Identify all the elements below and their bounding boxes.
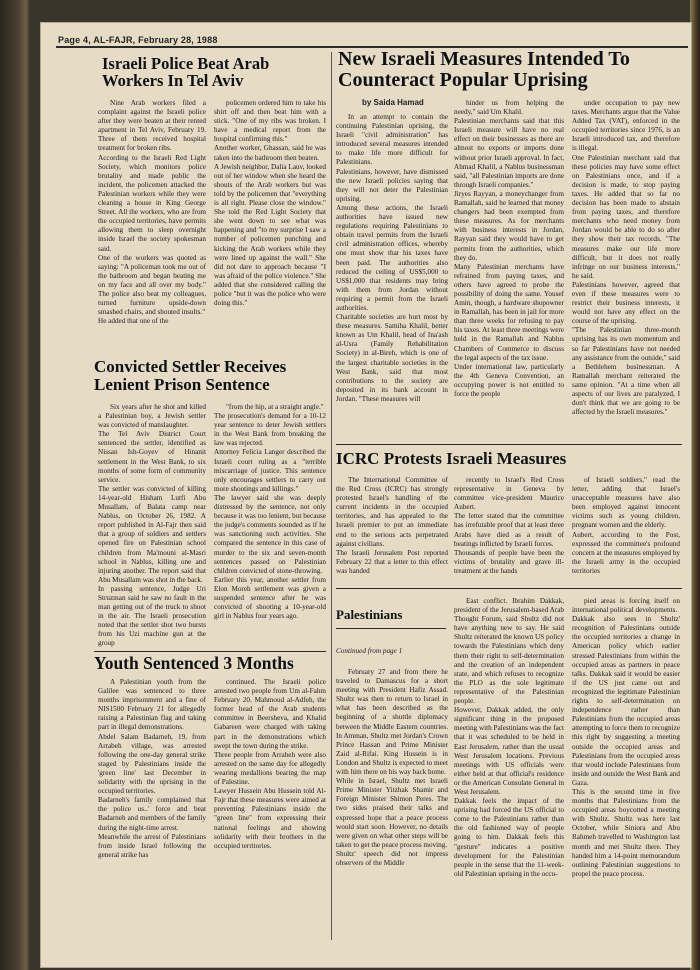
icrc-col-1: The International Committee of the Red Cross (ICRC) has strongly protested Israel's handling of the current incidents in the occupied territories, and has appealed to the Israeli premier to put an immediate end to the serious acts perpetrated against civilians. The Israeli Jerusalem Post reported February 22 that a letter to this effect was handed xyxy=(336,476,448,575)
column-divider-main xyxy=(331,52,332,940)
police-headline: Israeli Police Beat Arab Workers In Tel Aviv xyxy=(102,54,270,91)
palestinians-head-rule xyxy=(336,628,446,629)
palestinians-headline: Palestinians xyxy=(336,607,403,622)
icrc-top-rule xyxy=(336,444,682,445)
icrc-headline: ICRC Protests Israeli Measures xyxy=(336,449,567,468)
measures-col-2: hinder us from helping the needy," said Um Khalil. Palestinian merchants said that this Israeli measure will have no real effect on their businesses as there are almost no exports or imports done without prior Israeli approval. In fact, Ahmad Khalil, a Nablus businessman said, "all Palestinian imports are done through Israeli companies." Jiryes Rayyan, a moneychanger from Ramallah, said he learned that money changers had been exempted from these measures. As for merchants with business interests in Jordan, Rayyan said they would have to get permits from the authorities, which they do. Many Palestinian merchants have refrained from paying taxes, and others have agreed to probe the possibility of doing the same. Yousef Amin, though, a hardware shopowner in Ramallah, has been in jail for more than three weeks for refusing to pay his taxes. At least three meetings were held in the Ramallah and Nablus Chambers of Commerce to discuss the legal aspects of the tax issue. Under international law, particularly the 4th Geneva Convention, an occupying power is not entitled to force the people xyxy=(454,99,564,398)
page-folio: Page 4, AL-FAJR, February 28, 1988 xyxy=(58,35,218,45)
settler-col-2: "from the hip, at a straight angle." The prosecution's demand for a 10-12 year sentence to deter Jewish settlers in the West Bank from breaking the law was rejected. Attorney Felicia Langer described the Israeli court ruling as a "terrible miscarriage of justice. This sentence only encourages settlers to carry out more shootings and killings." The lawyer said she was deeply distressed by the sentence, not only because it was too lenient, but because the judge's comments sounded as if he was sanctioning such activities. She compared the sentence in this case of murder to the six and seven-month sentences passed on Palestinian children convicted of stone-throwing. Earlier this year, another settler from Elon Moreh settlement was given a suspended sentence after he was convicted of shooting a 10-year-old girl in Nablus four years ago. xyxy=(214,403,326,621)
police-col-1: Nine Arab workers filed a complaint against the Israeli police after they were beaten at their rented apartment in Tel Aviv, February 19. Three of them received hospital treatment for broken ribs. According to the Israeli Red Light Society, which monitors police brutality and made public the incident, the policemen attacked the Palestinian workers while they were cleaning a house in King George Street. All the workers, who are from the occupied territories, have permits allowing them to sleep overnight inside Israel the society spokesman said. One of the workers was quoted as saying: "A policeman took me out of the bathroom and began beating me on my face and all over my body." The police also beat my colleagues, turned furniture upside-down smashed chairs, and shouted insults." He added that one of the xyxy=(98,99,206,326)
palestinians-col-3: pied areas is forcing itself on international political developments. Dakkak also sees in Shultz' recognition of Palestinians outside the occupied territories a change in American policy which earlier stressed Palestinians from within the occupied areas as partners in peace talks. Dakkak said it would be easier if the US just came out and recognized the legitimate Palestinian rights to self-determination on independence rather than Palestinians from the occupied areas attempting to force them to recognize this right by suggesting a meeting outside the occupied areas and Palestinians from the occupied areas that would include Palestinians from inside and outside the West Bank and Gaza. This is the second time in five months that Palestinians from the occupied areas boycotted a meeting with Shultz. Shultz was here last October, while Siniora and Abu Rahmeh travelled to Washington last month and met Shultz there. They handed him a 14-point memorandum outlining Palestinian suggestions to propel the peace process. xyxy=(572,597,680,878)
police-col-2: policemen ordered him to take his shirt off and then beat him with a stick. "One of my ribs was broken. I have a medical report from the hospital confirming this." Another worker, Ghassan, said he was taken into the bathroom then beaten. A Jewish neighbor, Dalia Lauv, looked out of her window when she heard the shouts of the Arab workers but was told by the policemen that "everything is all right. Please close the window." She told the Red Light Society that she went down to see what was happening and "to my surprise I saw a number of policemen punching and kicking the Arab workers while they were lined up against the wall." She did not dare to approach because "I was afraid of the police violence." She added that she considered calling the police "but it was the police who were doing this." xyxy=(214,99,326,308)
youth-col-2: continued. The Israeli police arrested two people from Um al-Fahm February 20. Mahmoud al-Adfeh, the former head of the Arab students committee in Beersheva, and Khalid Gabareen were charged with taking part in the demonstrations which swept the town during the strike. Three people from Arrabeh were also arrested on the same day for allegedly wearing medallions bearing the map of Palestine. Lawyer Hussein Abu Hussein told Al-Fajr that these measures were aimed at preventing Palestinians inside the "green line" from expressing their national feelings and showing solidarity with their brothers in the occupied territories. xyxy=(214,678,326,850)
palestinians-col-1: February 27 and from there he traveled to Damascus for a short meeting with President Hafiz Assad. Shultz was then to return to Israel in what has been described as the beginning of a shuttle diplomacy between the Middle Eastern countries. In Amman, Shultz met Jordan's Crown Prince Hassan and Prime Minister Zaid al-Rifai. King Hussein is in London and Shultz is expected to meet with him there on his way back home. While in Israel, Shultz met Israeli Prime Minister Yitzhak Shamir and Foreign Minister Shimon Peres. The two sides praised their talks and expressed hope that a peace process would start soon. However, no details were given on what other steps will be taken to get the peace process moving. Shultz' speech did not impress observers of the Middle xyxy=(336,668,448,867)
icrc-col-2: recently to Israel's Red Cross representative in Geneva by committee vice-president Maurice Aubert. The letter stated that the committee has irrefutable proof that at least three Arabs have died as a result of beatings inflicted by Israeli forces. Thousands of people have been the victims of brutality and grave ill-treatment at the hands xyxy=(454,476,564,575)
continued-note: Continued from page 1 xyxy=(336,647,403,655)
settler-headline: Convicted Settler Receives Lenient Prison Sentence xyxy=(94,357,287,394)
youth-top-rule xyxy=(94,651,326,652)
palestinians-col-2: East conflict. Ibrahim Dakkak, president of the Jerusalem-based Arab Thought Forum, said Shultz did not have anything new to say. He said Shultz reiterated the known US policy towards the Palestinians which deny them their right to self-determination and the creation of an independent state, and which refuses to recognize the PLO as the sole legitimate representative of the Palestinian people. However, Dakkak added, the only significant thing in the proposed meeting with Palestinians was the fact that it was scheduled to be held in East Jerusalem, rather than the usual West Jerusalem locations. Previous meetings with US officials were either held at that official's residence or the American Consulate General in West Jerusalem. Dakkak feels the impact of the uprising had forced the US official to come to the Palestinians rather than the old fashioned way of people going to him. Dakkak feels this "gesture" indicates a positive development for the Palestinian people in the sense that the 11-week-old Palestinian uprising in the occu- xyxy=(454,597,564,878)
settler-col-1: Six years after he shot and killed a Palestinian boy, a Jewish settler was convicted of manslaughter. The Tel Aviv District Court sentenced the settler, identified as Nissan Ish-Goyev of Hinanit settlement in the West Bank, to six months of some form of community service. The settler was convicted of killing 14-year-old Hisham Lutfi Abu Musallam, of Balata camp near Nablus, on October 26, 1982. A report published in Al-Fajr then said that a group of soldiers and settlers opened fire on Palestinian school children from Ma'mouni al-Masri school in Nablus, killing one and injuring another. The report said that Abu Musallam was shot in the back. In passing sentence, Judge Uri Struzman said he saw no fault in the man getting out of the truck to shoot in the air. The Israeli prosecution noted that the settler shot two bursts from his Uzi machine gun at the group xyxy=(98,403,206,647)
palestinians-top-rule xyxy=(336,588,682,589)
youth-headline: Youth Sentenced 3 Months xyxy=(94,653,294,673)
measures-col-3: under occupation to pay new taxes. Merchants argue that the Value Added Tax (VAT), enforced in the occupied territories since 1976, is an Israeli introduced tax, and therefore is illegal. One Palestinian merchant said that these policies may have some effect on Palestinians once, and if a decision is made, to stop paying taxes. He added that so far no decision has been made to abstain from paying taxes, and therefore merchants who need money from Jordan would be able to do so after they show their tax records. "The measures make our life more difficult, but it does not really infringe on our business interests," he said. Palestinians however, agreed that even if these measures were to restrict their business interests, it would not have any effect on the course of the uprising. "The Palestinian three-month uprising has its own momentum and so far Palestinians have not needed any assistance from the outside," said a Bethlehem businessman. A Ramallah merchant reiterated the same opinion. "At a time when all aspects of our lives are paralyzed, I don't think that we are going to be affected by the Israeli measures." xyxy=(572,99,680,417)
icrc-col-3: of Israeli soldiers," read the letter, adding that Israel's unacceptable measures have also been employed against innocent victims such as young children, pregnant women and the elderly. Aubert, according to the Post, expressed the committee's profound concern at the measures employed by the Israeli army in the occupied territories xyxy=(572,476,680,575)
measures-col-1: In an attempt to contain the continuing Palestinian uprising, the Israeli "civil administration" has introduced several measures intended to make life more difficult for Palestinians. Palestinians, however, have dismissed the new Israeli policies saying that they will not deter the Palestinian uprising. Among these actions, the Israeli authorities have issued new regulations requiring Palestinians to obtain travel permits from the Israeli civil administration offices, whereby one must show that his taxes have been paid. The authorities also reduced the ceiling of US$5,000 to US$1,000 that residents may bring with them from Jordan without requiring a permit from the Israeli authorities. Charitable societies are hurt most by these measures. Samiha Khalil, better known as Um Khalil, head of Ina'ash al-Usra (Family Rehabilitation Society) in al-Bireh, which is one of the largest charitable societies in the West Bank, said that most contributions to the society are deposited in its bank account in Jordan. "These measures will xyxy=(336,113,448,403)
measures-headline: New Israeli Measures Intended To Counteract Popular Uprising xyxy=(338,48,630,91)
youth-col-1: A Palestinian youth from the Galilee was sentenced to three months imprisonment and a fine of NIS1500 February 21 for allegedly raising a Palestinian flag and taking part in illegal demonstrations. Abdel Salam Badarneh, 19, from Arrabeh village, was arrested following the one-day general strike staged by Palestinians inside the 'green line' last December in solidarity with the uprising in the occupied territories. Badarneh's family complained that the police us..' force and beat Badarneh and members of the family during the night-time arrest. Meanwhile the arrest of Palestinians from inside Israel following the general strike has xyxy=(98,678,206,859)
measures-byline: by Saida Hamad xyxy=(362,98,424,107)
